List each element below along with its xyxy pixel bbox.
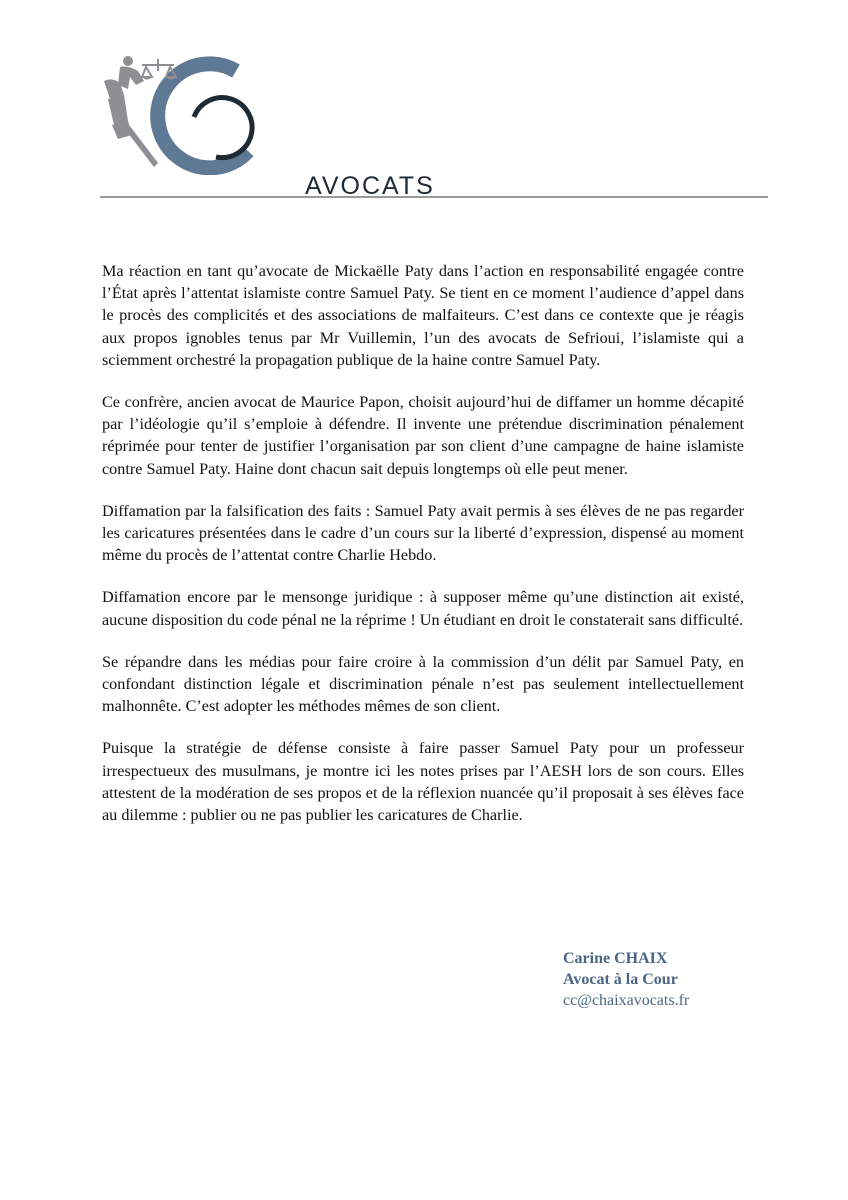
paragraph-6: Puisque la stratégie de défense consiste à faire passer Samuel Paty pour un professeur irrespectueux des musulmans, je montre ici les notes prises par l’AESH lors de son cours. Elles attestent de la modération de ses propos et de la réflexion nuancée qu’il proposait à ses élèves face au dilemme : publier ou ne pas publier les caricatures de Charlie. [102, 739, 744, 825]
letter-body [102, 260, 744, 846]
signatory-title: Avocat à la Cour [563, 971, 678, 988]
paragraph-5: Se répandre dans les médias pour faire croire à la commission d’un délit par Samuel Paty, en confondant distinction légale et discrimination pénale n’est pas seulement intellectuellement malhonnête. C’est adopter les méthodes mêmes de son client. [102, 652, 744, 716]
signatory-email[interactable]: cc@chaixavocats.fr [563, 992, 690, 1009]
signature-block [563, 948, 783, 1011]
logo-wordmark: AVOCATS [305, 172, 435, 200]
paragraph-3: Diffamation par la falsification des faits : Samuel Paty avait permis à ses élèves de ne pas regarder les caricatures présentées dans le cadre d’un cours sur la liberté d’expression, dispensé au moment même du procès de l’attentat contre Charlie Hebdo. [102, 501, 744, 565]
paragraph-4: Diffamation encore par le mensonge juridique : à supposer même qu’une distinction ait existé, aucune disposition du code pénal ne la réprime ! Un étudiant en droit le constaterait sans difficulté. [102, 588, 744, 629]
firm-logo-emblem-icon [98, 55, 368, 175]
firm-logo [98, 55, 435, 200]
paragraph-1: Ma réaction en tant qu’avocate de Mickaëlle Paty dans l’action en responsabilité engagée contre l’État après l’attentat islamiste contre Samuel Paty. Se tient en ce moment l’audience d’appel dans le procès des complicités et des associations de malfaiteurs. C’est dans ce contexte que je réagis aux propos ignobles tenus par Mr Vuillemin, l’un des avocats de Sefrioui, l’islamiste qui a sciemment orchestré la propagation publique de la haine contre Samuel Paty. [102, 262, 744, 369]
header-divider [100, 196, 768, 198]
paragraph-2: Ce confrère, ancien avocat de Maurice Papon, choisit aujourd’hui de diffamer un homme décapité par l’idéologie qu’il s’emploie à défendre. Il invente une prétendue discrimination pénalement réprimée pour tenter de justifier l’organisation par son client d’une campagne de haine islamiste contre Samuel Paty. Haine dont chacun sait depuis longtemps où elle peut mener. [102, 393, 744, 478]
signatory-name: Carine CHAIX [563, 950, 668, 967]
